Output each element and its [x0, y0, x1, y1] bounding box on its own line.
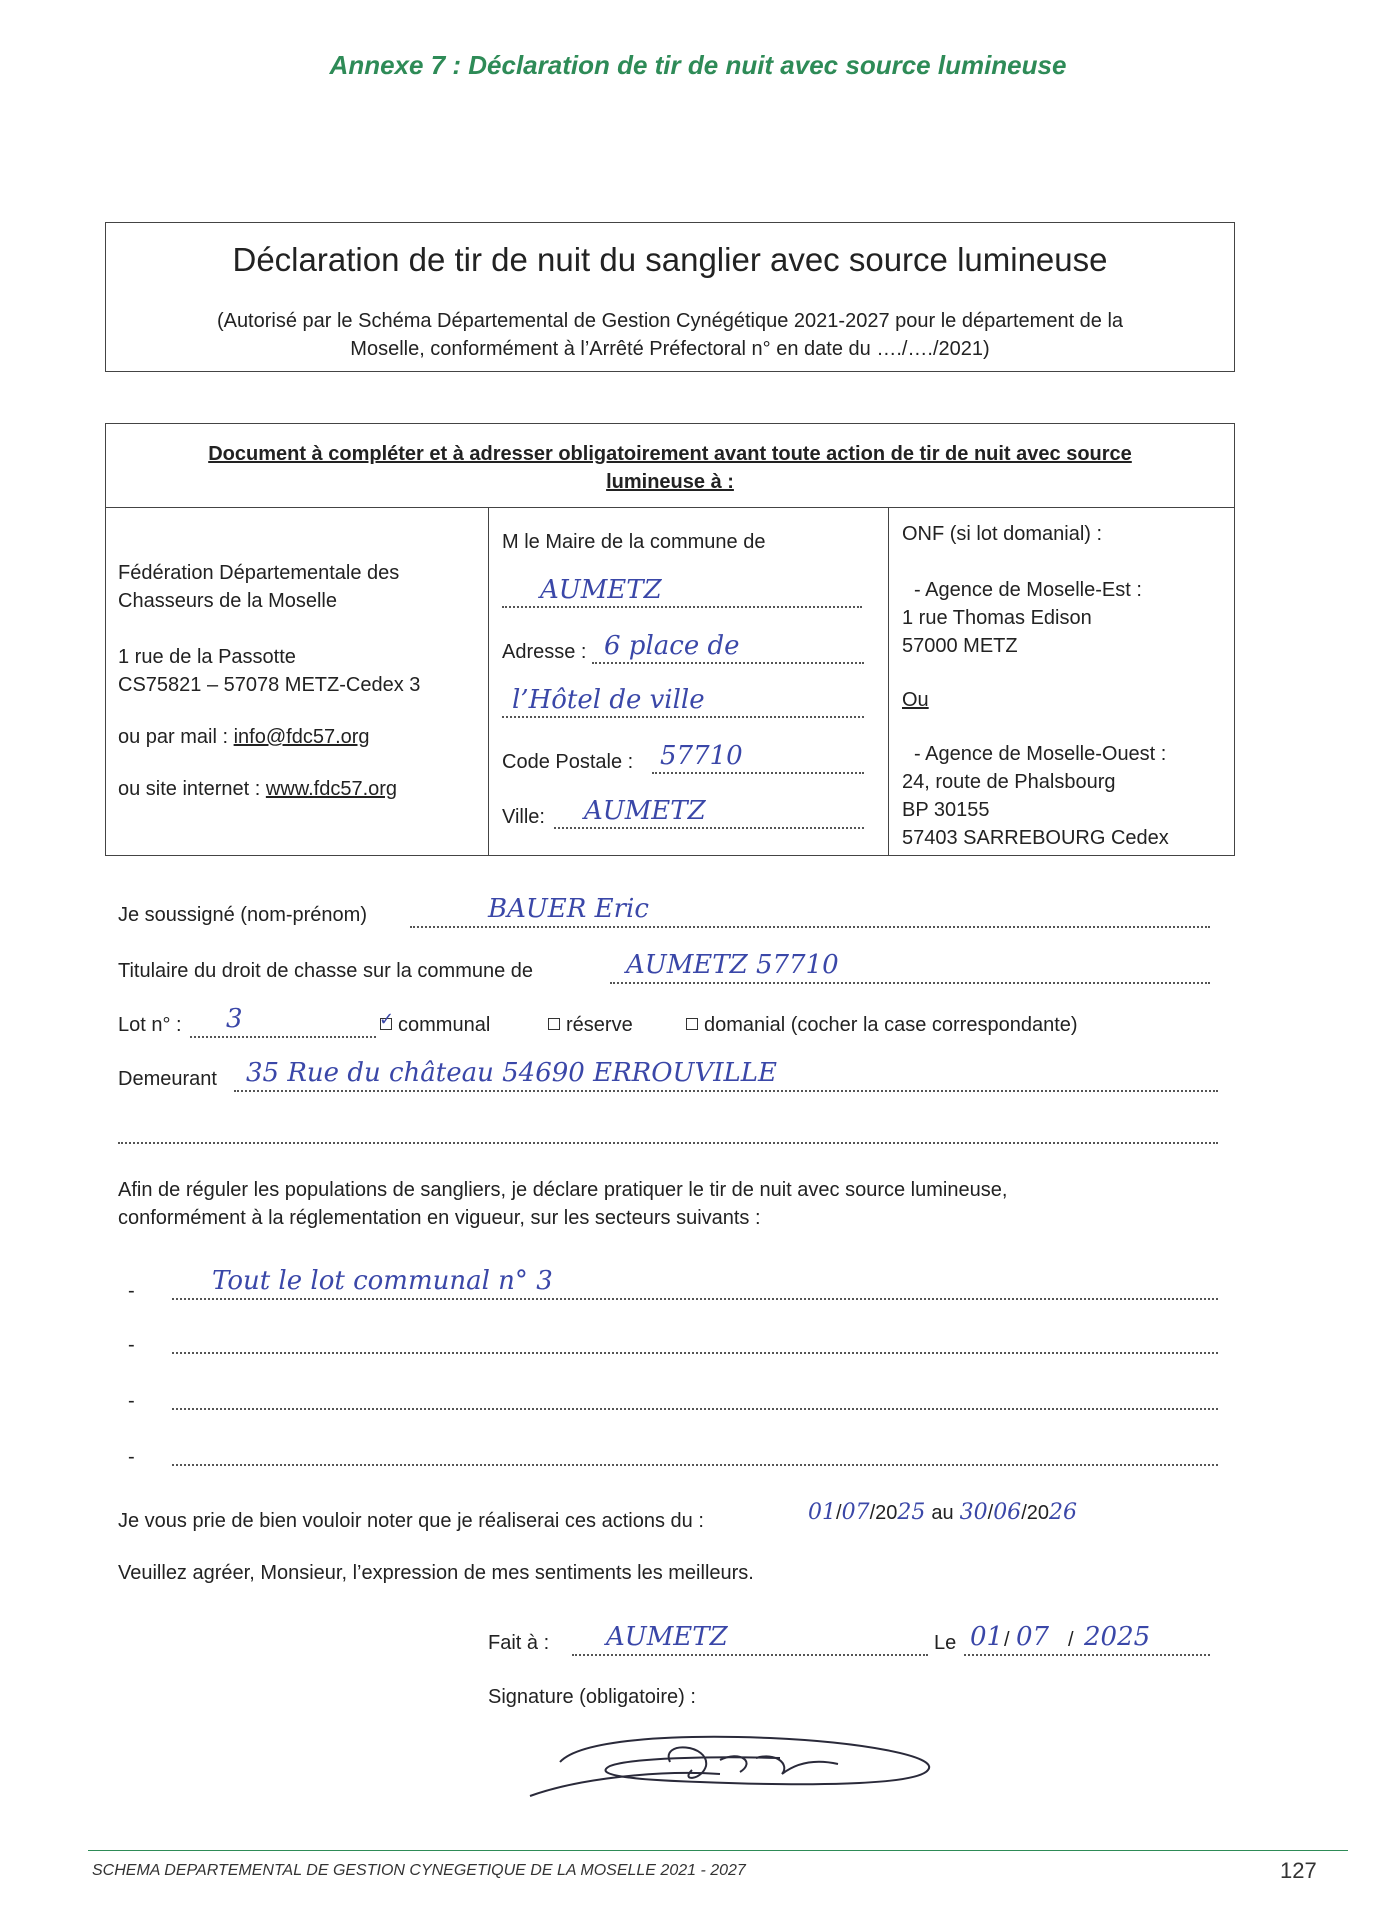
communal-label: communal: [398, 1014, 491, 1036]
sector-field-1[interactable]: [172, 1266, 1218, 1300]
reserve-label: réserve: [566, 1014, 633, 1036]
recipients-heading-line-1: Document à compléter et à adresser obligatoirement avant toute action de tir de nuit avec source: [208, 443, 1132, 465]
footer-rule: [88, 1850, 1348, 1851]
communal-option[interactable]: [379, 1008, 491, 1037]
subtitle-line-2: Moselle, conformément à l’Arrêté Préfectoral n° en date du …./…./2021): [350, 338, 990, 360]
salutation: Veuillez agréer, Monsieur, l’expression de mes sentiments les meilleurs.: [118, 1562, 754, 1584]
actions-label: Je vous prie de bien vouloir noter que je réaliserai ces actions du :: [118, 1510, 704, 1532]
date-to-slash: /: [987, 1502, 994, 1524]
soussigne-field[interactable]: [410, 894, 1210, 928]
onf-ouest-name: - Agence de Moselle-Ouest :: [914, 743, 1167, 765]
column-divider-2: [888, 507, 889, 855]
onf-ou: Ou: [902, 689, 929, 711]
federation-site: [118, 775, 478, 803]
onf-est-name: - Agence de Moselle-Est :: [914, 579, 1142, 601]
cp-value: 57710: [660, 741, 743, 771]
reserve-checkbox[interactable]: [548, 1018, 560, 1030]
onf-ouest-address-1: 24, route de Phalsbourg: [902, 771, 1116, 793]
le-slash-1: /: [1004, 1629, 1010, 1651]
sector-field-2[interactable]: [172, 1326, 1218, 1354]
cp-label: Code Postale :: [502, 751, 634, 773]
federation-mail: [118, 723, 478, 751]
recipients-box: [105, 423, 1235, 856]
site-label: ou site internet :: [118, 778, 266, 800]
date-from-century: /20: [869, 1502, 898, 1524]
onf-column: [902, 520, 1227, 852]
recipients-heading-line-2: lumineuse à :: [606, 471, 734, 493]
date-to-year[interactable]: 26: [1049, 1500, 1077, 1525]
cp-field[interactable]: [652, 741, 864, 774]
recipients-heading: [116, 440, 1224, 496]
commune-field[interactable]: [502, 575, 862, 608]
federation-name-line-2: Chasseurs de la Moselle: [118, 590, 337, 612]
le-field[interactable]: [964, 1622, 1210, 1656]
domanial-option[interactable]: [686, 1014, 1078, 1037]
mail-label: ou par mail :: [118, 726, 234, 748]
adresse-field-2[interactable]: [502, 685, 864, 718]
subtitle-line-1: (Autorisé par le Schéma Départemental de Gestion Cynégétique 2021-2027 pour le département de la: [216, 310, 1124, 332]
adresse-label: Adresse :: [502, 641, 587, 663]
domanial-label: domanial (cocher la case correspondante): [704, 1014, 1078, 1036]
fait-label: Fait à :: [488, 1632, 550, 1654]
recipients-divider: [106, 507, 1234, 508]
sector-dash-4: -: [128, 1446, 135, 1468]
soussigne-value: BAUER Eric: [488, 894, 649, 924]
mairie-column: [502, 528, 872, 848]
onf-ouest-address-2: BP 30155: [902, 799, 990, 821]
commune-value: AUMETZ: [540, 575, 662, 605]
onf-ouest-address-3: 57403 SARREBOURG Cedex: [902, 827, 1169, 849]
ville-label: Ville:: [502, 806, 545, 828]
lot-field[interactable]: [190, 1004, 376, 1038]
page-number: 127: [1280, 1858, 1317, 1883]
au-label: au: [931, 1502, 954, 1524]
onf-est-address-2: 57000 METZ: [902, 635, 1018, 657]
le-month: 07: [1016, 1622, 1050, 1652]
ville-field[interactable]: [554, 796, 864, 829]
ville-value: AUMETZ: [584, 796, 706, 826]
column-divider-1: [488, 507, 489, 855]
domanial-checkbox[interactable]: [686, 1018, 698, 1030]
paragraph-line-1: Afin de réguler les populations de sangliers, je déclare pratiquer le tir de nuit avec source lumineuse,: [118, 1179, 1008, 1201]
demeurant-label: Demeurant: [118, 1068, 217, 1090]
communal-checkbox[interactable]: [379, 1008, 395, 1030]
communal-check-mark: ✓: [379, 1008, 395, 1029]
mail-link[interactable]: info@fdc57.org: [233, 726, 370, 748]
federation-name-line-1: [118, 559, 478, 587]
declaration-header-box: [105, 222, 1235, 372]
demeurant-field[interactable]: [234, 1058, 1218, 1092]
adresse-field-1[interactable]: [592, 631, 864, 664]
sector-dash-2: -: [128, 1334, 135, 1356]
fait-value: AUMETZ: [606, 1622, 728, 1652]
onf-est-address-1: 1 rue Thomas Edison: [902, 607, 1092, 629]
annexe-title: Annexe 7 : Déclaration de tir de nuit avec source lumineuse: [329, 50, 1067, 80]
action-dates[interactable]: [808, 1500, 1077, 1525]
federation-column: [118, 559, 478, 803]
titulaire-value: AUMETZ 57710: [626, 950, 839, 980]
sector-dash-3: -: [128, 1390, 135, 1412]
federation-address-2: CS75821 – 57078 METZ-Cedex 3: [118, 674, 421, 696]
site-link[interactable]: www.fdc57.org: [265, 778, 398, 800]
lot-label: Lot n° :: [118, 1014, 182, 1036]
sector-field-3[interactable]: [172, 1382, 1218, 1410]
adresse-value-1: 6 place de: [604, 631, 740, 661]
soussigne-label: Je soussigné (nom-prénom): [118, 904, 367, 926]
date-to-century: /20: [1021, 1502, 1049, 1524]
sector-value-1: Tout le lot communal n° 3: [212, 1266, 553, 1296]
le-year: 2025: [1084, 1622, 1151, 1652]
le-label: Le: [934, 1632, 957, 1654]
date-to-day[interactable]: 30: [959, 1500, 988, 1525]
date-from-year[interactable]: 25: [897, 1500, 926, 1525]
mairie-label: M le Maire de la commune de: [502, 531, 766, 553]
date-to-month[interactable]: 06: [993, 1500, 1022, 1525]
demeurant-field-2[interactable]: [118, 1116, 1218, 1144]
sector-dash-1: -: [128, 1280, 135, 1302]
footer-text: SCHEMA DEPARTEMENTAL DE GESTION CYNEGETIQUE DE LA MOSELLE 2021 - 2027: [92, 1862, 746, 1879]
federation-address-1: 1 rue de la Passotte: [118, 646, 296, 668]
adresse-value-2: l’Hôtel de ville: [512, 685, 705, 715]
signature-label: Signature (obligatoire) :: [488, 1686, 696, 1708]
sector-field-4[interactable]: [172, 1438, 1218, 1466]
date-from-month[interactable]: 07: [841, 1500, 870, 1525]
onf-label: ONF (si lot domanial) :: [902, 523, 1103, 545]
demeurant-value: 35 Rue du château 54690 ERROUVILLE: [246, 1058, 778, 1088]
signature-scribble[interactable]: [520, 1700, 940, 1810]
le-day: 01: [970, 1622, 1004, 1652]
fait-field[interactable]: [572, 1622, 928, 1656]
declaration-subtitle: [126, 307, 1214, 363]
titulaire-field[interactable]: [610, 950, 1210, 984]
date-from-slash: /: [836, 1502, 842, 1524]
date-from-day[interactable]: 01: [808, 1500, 836, 1525]
secteurs-paragraph: [118, 1176, 1007, 1232]
le-slash-2: /: [1068, 1629, 1074, 1651]
paragraph-line-2: conformément à la réglementation en vigueur, sur les secteurs suivants :: [118, 1207, 761, 1229]
federation-name-1: Fédération Départementale des: [118, 562, 400, 584]
titulaire-label: Titulaire du droit de chasse sur la commune de: [118, 960, 534, 982]
reserve-option[interactable]: [548, 1014, 633, 1037]
declaration-title: Déclaration de tir de nuit du sanglier avec source lumineuse: [232, 241, 1108, 278]
lot-value: 3: [226, 1004, 243, 1034]
